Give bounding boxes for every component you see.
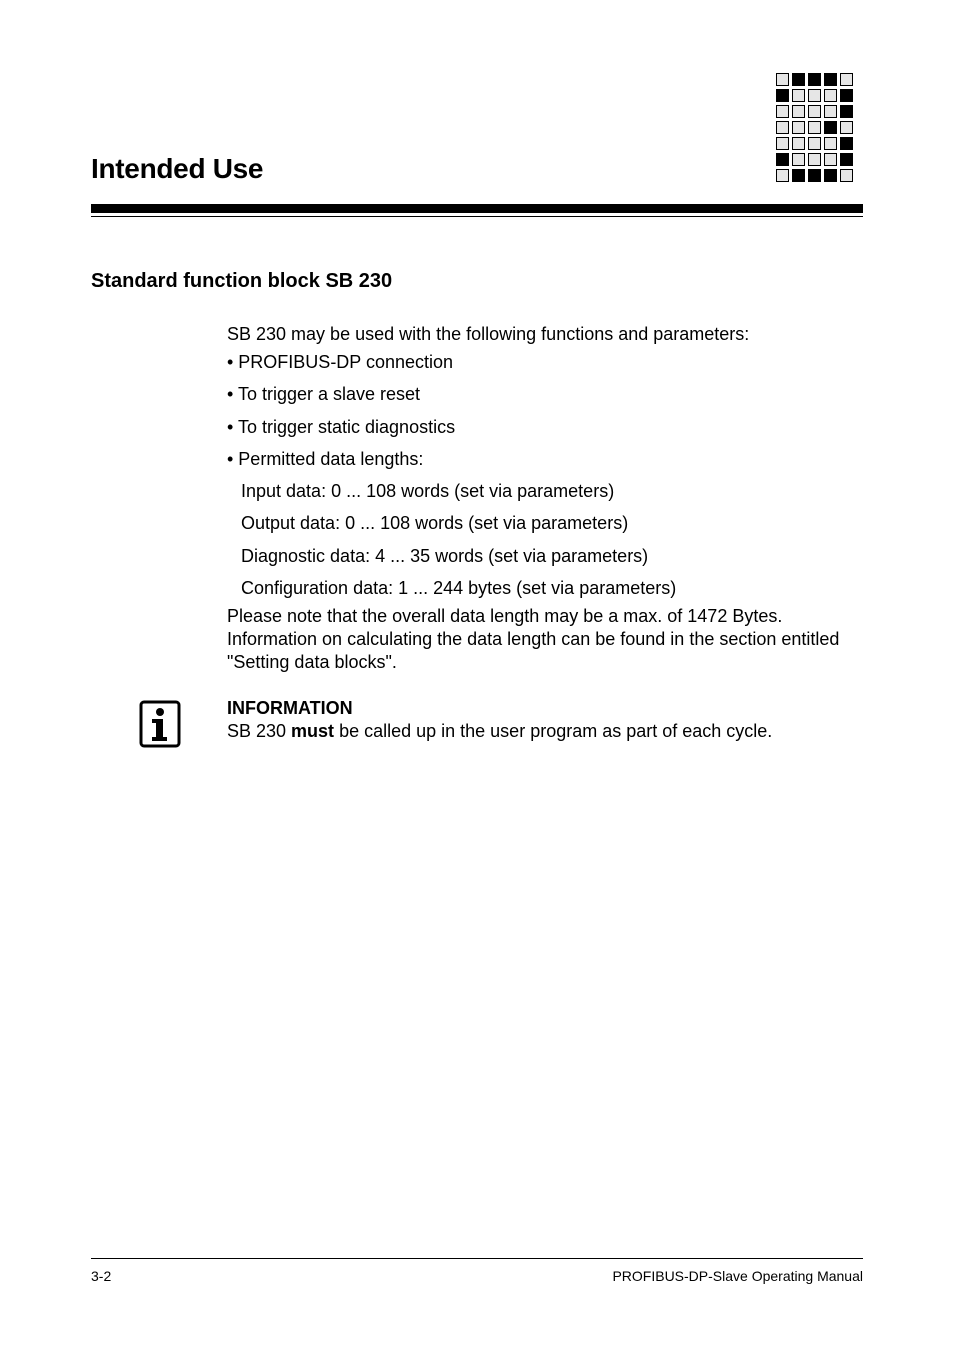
information-text-bold: must xyxy=(291,721,335,741)
logo-cell xyxy=(840,169,853,182)
footer-rule xyxy=(91,1258,863,1259)
logo-cell xyxy=(824,73,837,86)
logo-cell xyxy=(792,169,805,182)
logo-cell xyxy=(776,153,789,166)
logo-cell xyxy=(824,121,837,134)
logo-cell xyxy=(824,137,837,150)
header-rule-thin xyxy=(91,216,863,217)
logo-cell xyxy=(808,73,821,86)
logo-cell xyxy=(824,89,837,102)
logo-cell xyxy=(840,153,853,166)
logo-cell xyxy=(808,137,821,150)
output-data-line: Output data: 0 ... 108 words (set via parameters) xyxy=(241,513,629,533)
header-rule-thick xyxy=(91,204,863,213)
logo-cell xyxy=(824,153,837,166)
logo-cell xyxy=(776,105,789,118)
logo-cell xyxy=(840,137,853,150)
logo-cell xyxy=(776,89,789,102)
logo-grid xyxy=(776,73,853,182)
logo-cell xyxy=(808,89,821,102)
page-number: 3-2 xyxy=(91,1268,112,1284)
logo-cell xyxy=(840,105,853,118)
logo-cell xyxy=(792,137,805,150)
information-text-before: SB 230 xyxy=(227,721,292,741)
info-icon xyxy=(139,700,181,748)
logo-cell xyxy=(776,121,789,134)
logo-cell xyxy=(792,153,805,166)
logo-cell xyxy=(840,121,853,134)
bullet-data-lengths: • Permitted data lengths: xyxy=(227,449,424,469)
information-text-after: be called up in the user program as part of each cycle. xyxy=(334,721,773,741)
bullet-static-diagnostics: • To trigger static diagnostics xyxy=(227,417,456,437)
logo-cell xyxy=(808,153,821,166)
information-label: INFORMATION xyxy=(227,698,353,718)
bullet-slave-reset: • To trigger a slave reset xyxy=(227,384,421,404)
logo-cell xyxy=(776,137,789,150)
logo-cell xyxy=(776,169,789,182)
logo-cell xyxy=(808,121,821,134)
logo-cell xyxy=(840,73,853,86)
chapter-title: Intended Use xyxy=(91,153,264,184)
logo-cell xyxy=(792,73,805,86)
bullet-profibus: • PROFIBUS-DP connection xyxy=(227,352,454,372)
data-length-note: Please note that the overall data length may be a max. of 1472 Bytes. Information on calculating the data length can be found in the section entitled "Setting data blocks". xyxy=(227,606,840,672)
intro-text: SB 230 may be used with the following functions and parameters: xyxy=(227,324,750,344)
input-data-line: Input data: 0 ... 108 words (set via parameters) xyxy=(241,481,615,501)
logo-cell xyxy=(824,169,837,182)
logo-cell xyxy=(808,169,821,182)
logo-cell xyxy=(824,105,837,118)
manual-title: PROFIBUS-DP-Slave Operating Manual xyxy=(612,1268,863,1284)
information-block xyxy=(227,697,772,743)
section-title: Standard function block SB 230 xyxy=(91,270,393,292)
logo-cell xyxy=(792,121,805,134)
logo-cell xyxy=(792,89,805,102)
configuration-data-line: Configuration data: 1 ... 244 bytes (set via parameters) xyxy=(241,578,677,598)
diagnostic-data-line: Diagnostic data: 4 ... 35 words (set via parameters) xyxy=(241,546,649,566)
logo-cell xyxy=(840,89,853,102)
logo-cell xyxy=(776,73,789,86)
logo-cell xyxy=(808,105,821,118)
logo-cell xyxy=(792,105,805,118)
